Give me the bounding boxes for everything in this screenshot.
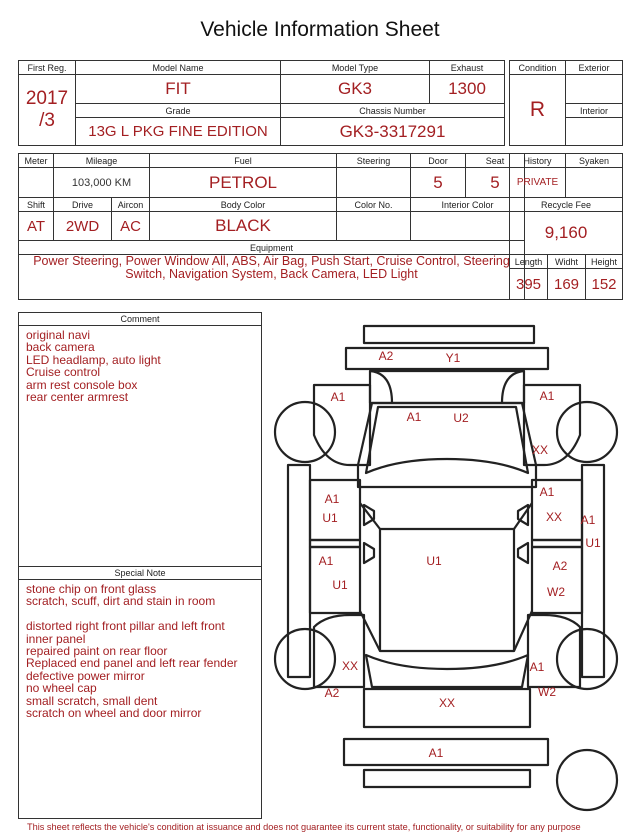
comment-item: rear center armrest: [26, 390, 129, 405]
spare-wheel: [557, 750, 617, 810]
equipment-label: Equipment: [19, 241, 525, 255]
exhaust-label: Exhaust: [430, 61, 505, 75]
syaken-value: [566, 168, 623, 198]
comment-item: Cruise control: [26, 365, 101, 380]
grade-label: Grade: [76, 104, 281, 118]
damage-mark: U1: [332, 578, 348, 592]
damage-mark: XX: [341, 659, 359, 673]
seat-value: 5: [466, 168, 525, 198]
model-name-value: FIT: [76, 75, 281, 104]
history-table: [509, 153, 623, 300]
recycle-fee-label: Recycle Fee: [510, 198, 623, 212]
interior-color-value: [411, 212, 525, 241]
condition-label: Condition: [510, 61, 566, 75]
color-no-value: [337, 212, 411, 241]
body-color-label: Body Color: [150, 198, 337, 212]
roof-right-lines: [514, 503, 532, 651]
fuel-label: Fuel: [150, 154, 337, 168]
left-center-pillar: [310, 540, 360, 547]
model-type-label: Model Type: [281, 61, 430, 75]
body-color-value: BLACK: [150, 212, 337, 241]
special-note-item: repaired paint on rear floor: [26, 644, 168, 659]
drive-label: Drive: [54, 198, 112, 212]
damage-mark: W2: [547, 585, 565, 599]
damage-mark: Y1: [445, 351, 461, 365]
length-label: Length: [510, 255, 548, 269]
damage-mark: U1: [585, 536, 601, 550]
damage-mark: XX: [438, 696, 456, 710]
comment-item: original navi: [26, 328, 91, 342]
mileage-label: Mileage: [54, 154, 150, 168]
damage-mark: A2: [552, 559, 568, 573]
chassis-number-label: Chassis Number: [281, 104, 505, 118]
damage-mark: U1: [322, 511, 338, 525]
disclaimer-text: This sheet reflects the vehicle's condition at issuance and does not guarantee its current state, functionality, or suitability for any purpose: [27, 822, 581, 832]
damage-mark: XX: [545, 510, 563, 524]
height-label: Height: [586, 255, 623, 269]
first-reg-label: First Reg.: [19, 61, 76, 75]
special-note-item: stone chip on front glass: [26, 582, 157, 596]
rear-right-wheel: [557, 629, 617, 689]
width-value: 169: [548, 269, 586, 300]
damage-mark: W2: [538, 685, 556, 699]
registration-table: [18, 60, 505, 146]
right-rear-door: [532, 547, 582, 613]
cabin-frame: [358, 403, 536, 487]
damage-mark: A1: [330, 390, 346, 404]
exterior-value: [566, 75, 623, 104]
damage-mark: U2: [453, 411, 469, 425]
recycle-fee-value: 9,160: [510, 212, 623, 255]
equipment-value: Power Steering, Power Window All, ABS, Air Bag, Push Start, Cruise Control, Steering Switch, Navigation System, Back Camera, LED Light: [19, 255, 525, 300]
interior-color-label: Interior Color: [411, 198, 525, 212]
height-value: 152: [586, 269, 623, 300]
color-no-label: Color No.: [337, 198, 411, 212]
aircon-label: Aircon: [112, 198, 150, 212]
drive-value: 2WD: [54, 212, 112, 241]
first-reg-month: /3: [39, 110, 55, 131]
special-note-box: [18, 566, 262, 819]
comment-box: [18, 312, 262, 567]
damage-mark: A1: [539, 389, 555, 403]
syaken-label: Syaken: [566, 154, 623, 168]
meter-label: Meter: [19, 154, 54, 168]
damage-mark: A1: [406, 410, 422, 424]
comment-item: LED headlamp, auto light: [26, 352, 161, 367]
damage-mark: A1: [539, 485, 555, 499]
history-value: PRIVATE: [510, 168, 566, 198]
length-value: 395: [510, 269, 548, 300]
damage-mark: A1: [324, 492, 340, 506]
damage-mark: A2: [324, 686, 340, 700]
spec-table: [18, 153, 525, 300]
steering-value: [337, 168, 411, 198]
special-note-label: Special Note: [19, 567, 261, 580]
damage-mark: A1: [580, 513, 596, 527]
mileage-value: 103,000 KM: [54, 168, 150, 198]
shift-value: AT: [19, 212, 54, 241]
damage-mark: A1: [428, 746, 444, 760]
comment-item: back camera: [26, 340, 95, 355]
special-note-item: defective power mirror: [26, 668, 145, 683]
car-damage-diagram: [260, 315, 622, 818]
special-note-item: Replaced end panel and left rear fender: [26, 656, 238, 671]
chassis-number-value: GK3-3317291: [281, 118, 505, 146]
exhaust-value: 1300: [430, 75, 505, 104]
condition-value: R: [510, 75, 566, 146]
rear-right-fender: [528, 615, 580, 687]
steering-label: Steering: [337, 154, 411, 168]
front-right-wheel: [557, 402, 617, 462]
first-reg-year: 2017: [25, 88, 69, 109]
left-front-door: [310, 480, 360, 540]
rear-left-fender: [314, 615, 364, 687]
damage-mark: XX: [531, 443, 549, 457]
right-skirt: [582, 465, 604, 677]
aircon-value: AC: [112, 212, 150, 241]
model-type-value: GK3: [281, 75, 430, 104]
hood: [370, 371, 524, 403]
comment-list: [19, 326, 261, 406]
damage-mark: A1: [318, 554, 334, 568]
rear-left-wheel: [275, 629, 335, 689]
front-left-wheel: [275, 402, 335, 462]
damage-mark: A1: [529, 660, 545, 674]
special-note-item: distorted right front pillar and left front inner panel: [26, 619, 225, 646]
exterior-label: Exterior: [566, 61, 623, 75]
interior-value: [566, 118, 623, 146]
sheet-title: Vehicle Information Sheet: [200, 18, 440, 41]
condition-table: [509, 60, 623, 146]
right-door-strips: [518, 505, 528, 563]
front-bumper-top: [364, 326, 534, 343]
special-note-item: scratch, scuff, dirt and stain in room: [26, 594, 216, 609]
first-reg-value: [19, 75, 76, 146]
back-glass: [366, 655, 528, 687]
special-note-item: no wheel cap: [26, 681, 97, 696]
damage-mark: A2: [378, 349, 394, 363]
width-label: Widht: [548, 255, 586, 269]
special-note-list: [19, 580, 261, 722]
special-note-item: small scratch, small dent: [26, 693, 158, 708]
roof: [380, 529, 514, 651]
fuel-value: PETROL: [150, 168, 337, 198]
door-value: 5: [411, 168, 466, 198]
seat-label: Seat: [466, 154, 525, 168]
model-name-label: Model Name: [76, 61, 281, 75]
history-label: History: [510, 154, 566, 168]
comment-item: arm rest console box: [26, 377, 138, 392]
special-note-item: scratch on wheel and door mirror: [26, 706, 202, 721]
interior-label: Interior: [566, 104, 623, 118]
rear-bumper-lower: [364, 770, 530, 787]
meter-value: [19, 168, 54, 198]
comment-label: Comment: [19, 313, 261, 326]
damage-mark: U1: [426, 554, 442, 568]
door-label: Door: [411, 154, 466, 168]
windshield: [366, 407, 528, 473]
hood-lines: [370, 371, 524, 403]
right-center-pillar: [532, 540, 582, 547]
rear-bumper: [344, 739, 548, 765]
grade-value: 13G L PKG FINE EDITION: [76, 118, 281, 146]
left-skirt: [288, 465, 310, 677]
shift-label: Shift: [19, 198, 54, 212]
